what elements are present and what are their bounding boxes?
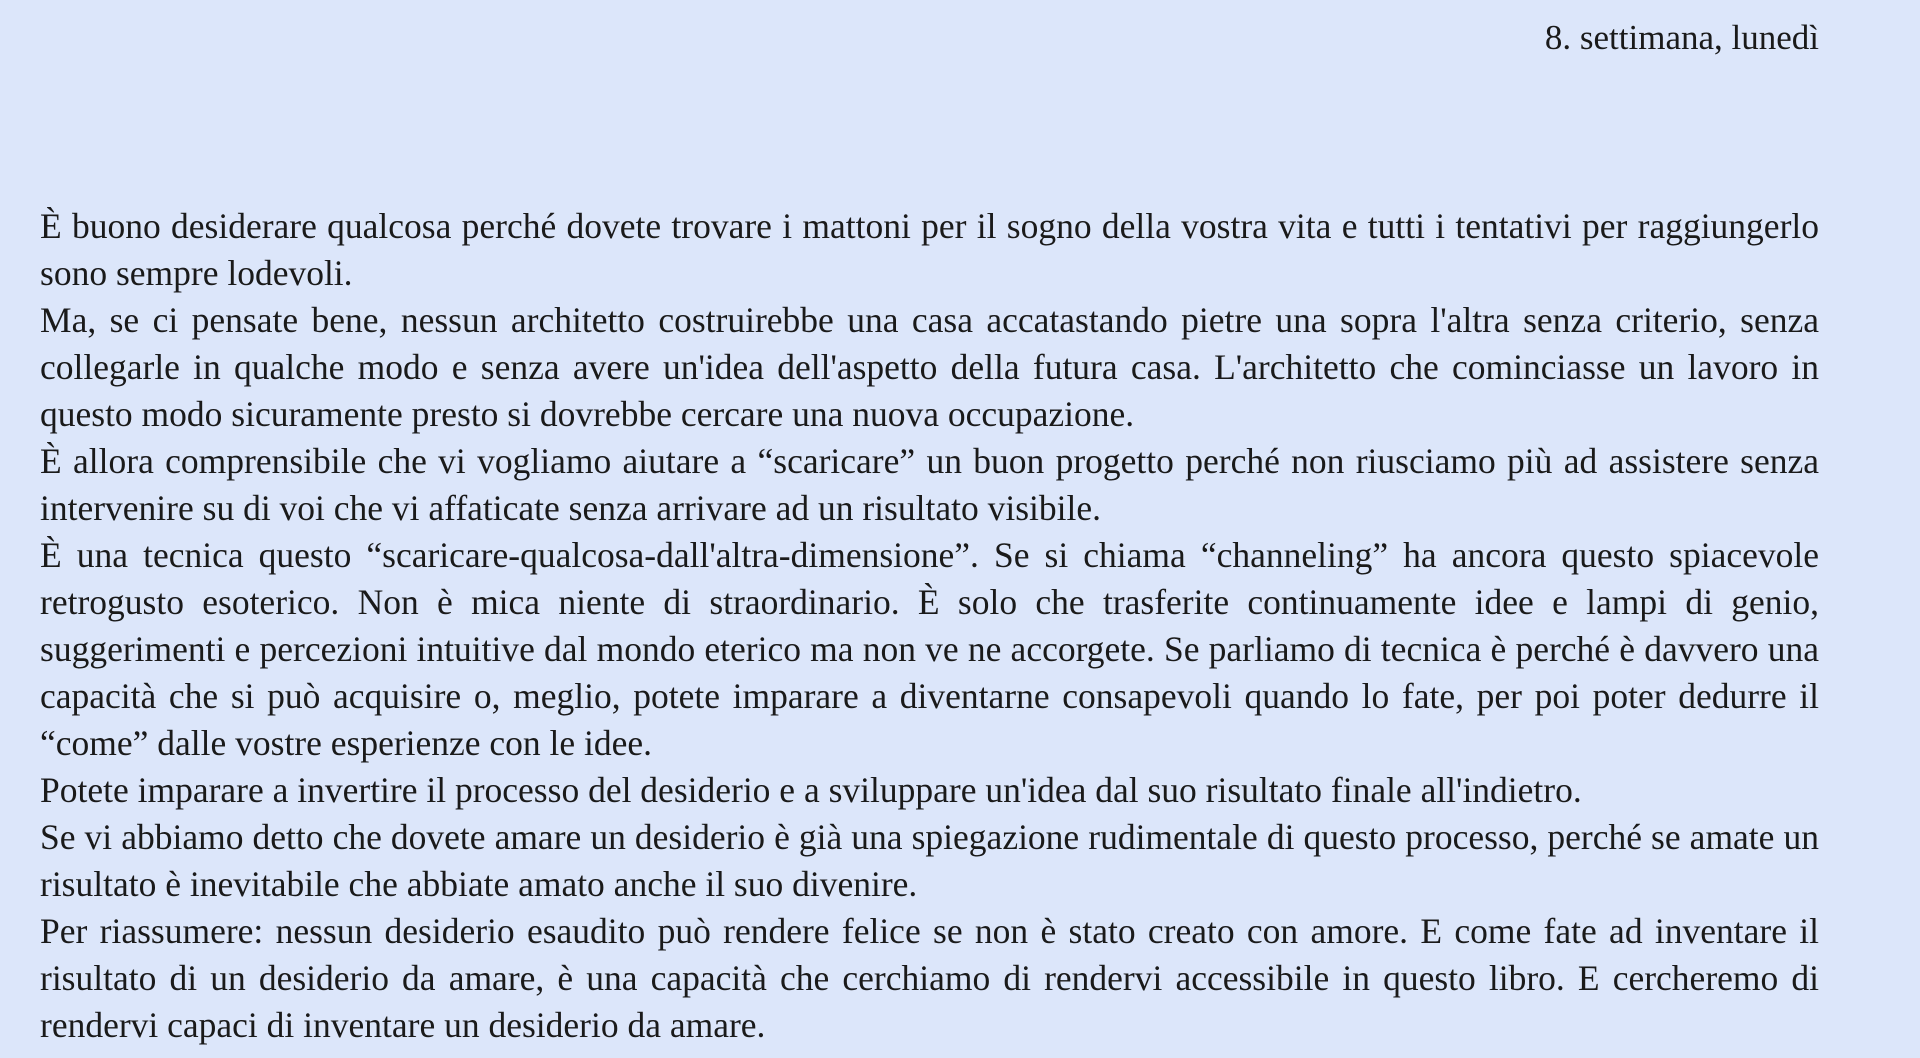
paragraph: Se vi abbiamo detto che dovete amare un desiderio è già una spiegazione rudimentale di questo processo, perché se amate un risultato è inevitabile che abbiate amato anche il suo divenire. bbox=[40, 817, 1819, 904]
paragraph: Ma, se ci pensate bene, nessun architetto costruirebbe una casa accatastando pietre una sopra l'altra senza criterio, senza collegarle in qualche modo e senza avere un'idea dell'aspetto della futura casa. L'architetto che cominciasse un lavoro in questo modo sicuramente presto si dovrebbe cercare una nuova occupazione. bbox=[40, 300, 1819, 434]
paragraph: È buono desiderare qualcosa perché dovete trovare i mattoni per il sogno della vostra vita e tutti i tentativi per raggiungerlo sono sempre lodevoli. bbox=[40, 206, 1819, 293]
paragraph: È allora comprensibile che vi vogliamo aiutare a “scaricare” un buon progetto perché non riusciamo più ad assistere senza intervenire su di voi che vi affaticate senza arrivare ad un risultato visibile. bbox=[40, 441, 1819, 528]
paragraph: È una tecnica questo “scaricare-qualcosa-dall'altra-dimensione”. Se si chiama “channeling” ha ancora questo spiacevole retrogusto esoterico. Non è mica niente di straordinario. È solo che trasferite continuamente idee e lampi di genio, suggerimenti e percezioni intuitive dal mondo eterico ma non ve ne accorgete. Se parliamo di tecnica è perché è davvero una capacità che si può acquisire o, meglio, potete imparare a diventarne consapevoli quando lo fate, per poi poter dedurre il “come” dalle vostre esperienze con le idee. bbox=[40, 535, 1819, 763]
paragraph: Per riassumere: nessun desiderio esaudito può rendere felice se non è stato creato con amore. E come fate ad inventare il risultato di un desiderio da amare, è una capacità che cerchiamo di rendervi accessibile in questo libro. E cercheremo di rendervi capaci di inventare un desiderio da amare. bbox=[40, 911, 1819, 1045]
page-body bbox=[40, 203, 1819, 1049]
page-header: 8. settimana, lunedì bbox=[1544, 18, 1819, 57]
paragraph: Potete imparare a invertire il processo del desiderio e a sviluppare un'idea dal suo risultato finale all'indietro. bbox=[40, 770, 1582, 810]
